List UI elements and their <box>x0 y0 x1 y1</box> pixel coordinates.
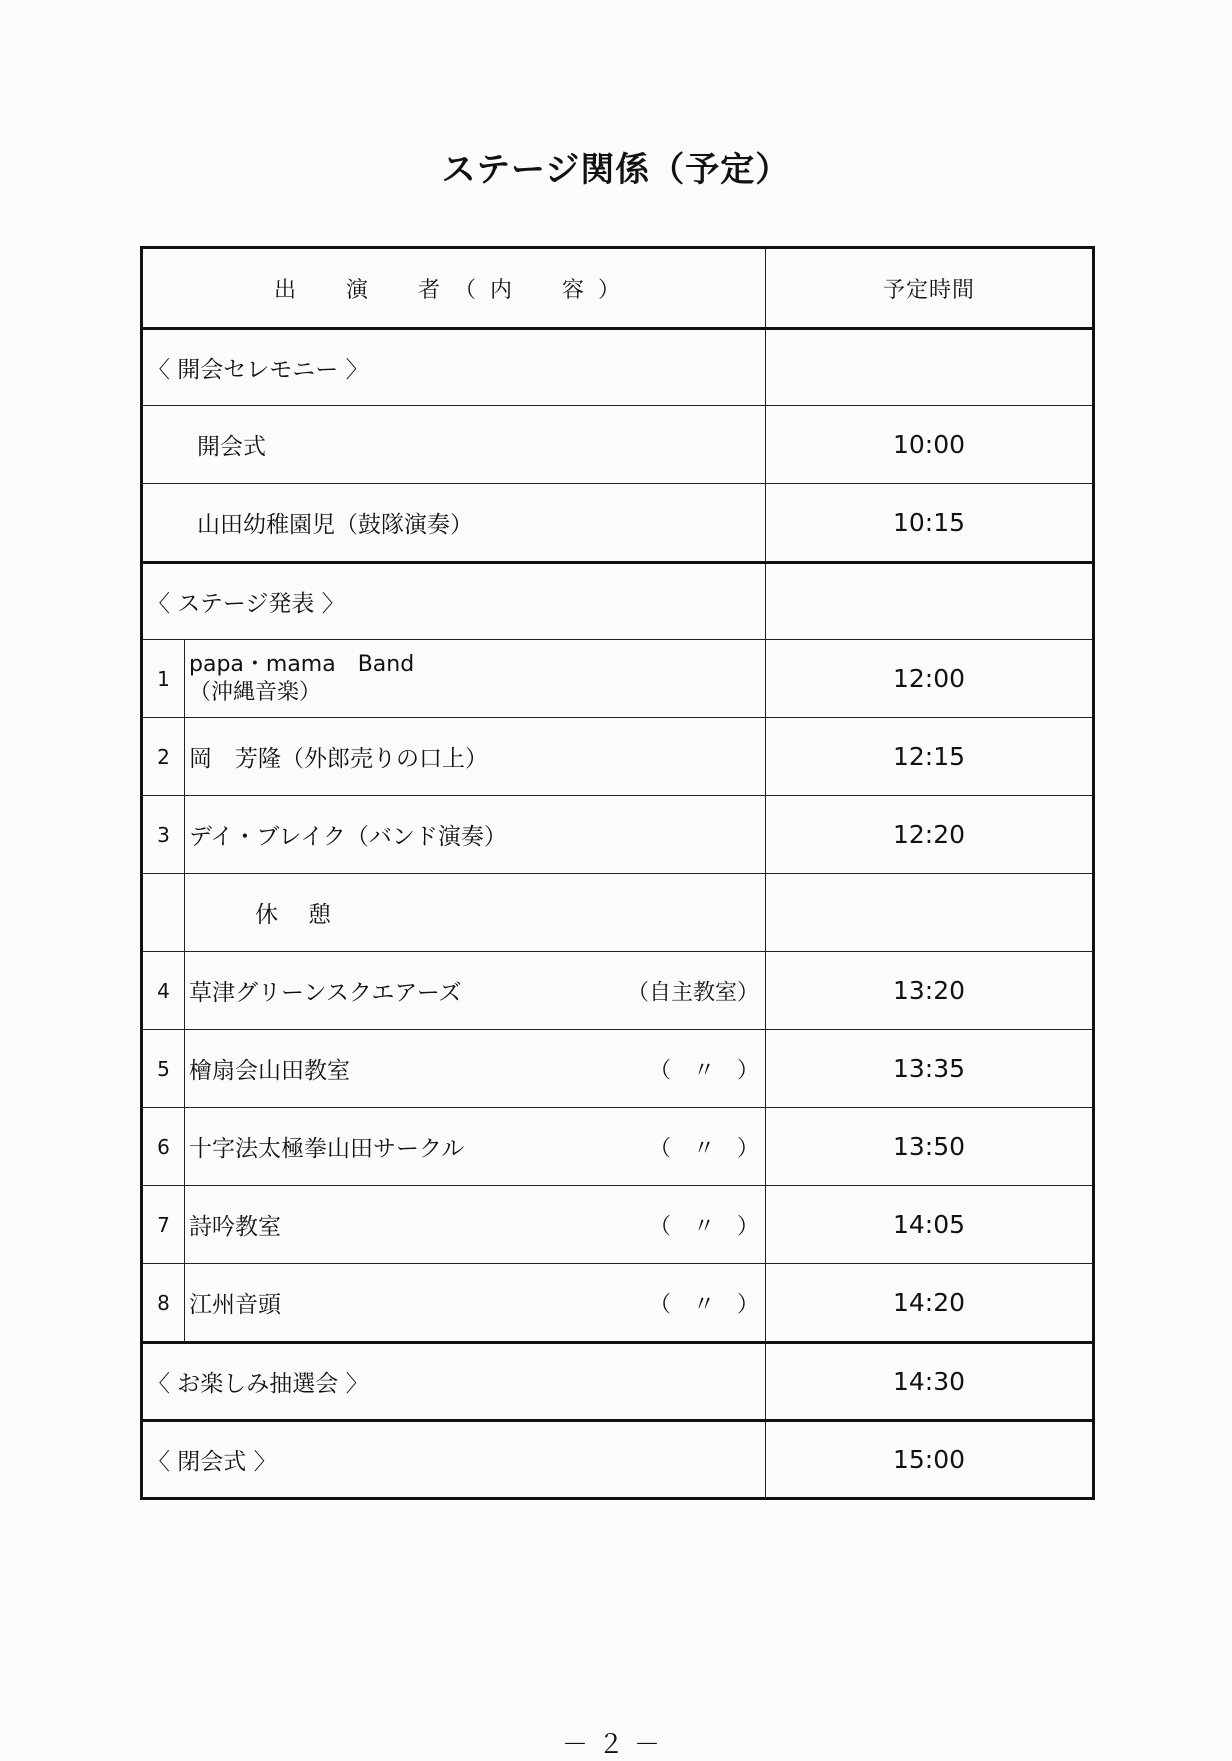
item-name: 檜扇会山田教室 <box>189 1058 350 1084</box>
item-name: 開会式 <box>143 406 766 483</box>
table-row <box>143 1107 1092 1185</box>
time-cell: 12:15 <box>892 742 966 771</box>
table-row <box>143 1185 1092 1263</box>
time-cell: 14:20 <box>892 1288 966 1317</box>
table-row <box>143 717 1092 795</box>
section-label: 〈 開会セレモニー 〉 <box>143 330 766 405</box>
table-row-break <box>143 873 1092 951</box>
time-cell <box>766 330 1092 405</box>
time-cell: 12:00 <box>892 664 966 693</box>
section-row-stage <box>143 561 1092 639</box>
item-name: 山田幼稚園児（鼓隊演奏） <box>143 484 766 561</box>
table-row <box>143 795 1092 873</box>
section-row-lottery <box>143 1341 1092 1419</box>
page-number: －２－ <box>561 1730 670 1760</box>
item-number: 2 <box>143 718 185 795</box>
item-note: （ 〃 ） <box>648 1136 759 1161</box>
time-cell: 13:20 <box>892 976 966 1005</box>
item-number: 8 <box>143 1264 185 1341</box>
time-cell: 13:50 <box>892 1132 966 1161</box>
item-number: 5 <box>143 1030 185 1107</box>
item-name: 十字法太極拳山田サークル <box>189 1136 465 1162</box>
table-row <box>143 951 1092 1029</box>
table-row <box>143 405 1092 483</box>
item-number: 7 <box>143 1186 185 1263</box>
time-cell: 13:35 <box>892 1054 966 1083</box>
time-cell: 12:20 <box>892 820 966 849</box>
item-name-line2: （沖縄音楽） <box>189 679 322 705</box>
item-number: 3 <box>143 796 185 873</box>
item-note: （ 〃 ） <box>648 1058 759 1083</box>
section-row-opening-ceremony <box>143 327 1092 405</box>
time-header: 予定時間 <box>882 277 975 303</box>
item-number: 4 <box>143 952 185 1029</box>
item-name: デイ・ブレイク（バンド演奏） <box>189 824 507 850</box>
table-row <box>143 1263 1092 1341</box>
item-name-line1: papa・mama Band <box>189 651 415 677</box>
table-row <box>143 1029 1092 1107</box>
item-number: 1 <box>143 640 185 717</box>
section-row-closing <box>143 1419 1092 1497</box>
section-label: 〈 閉会式 〉 <box>143 1422 766 1497</box>
item-name: 休憩 <box>255 902 361 928</box>
time-cell: 10:00 <box>892 430 966 459</box>
schedule-table <box>140 246 1095 1500</box>
item-note: （ 〃 ） <box>648 1214 759 1239</box>
time-cell: 15:00 <box>892 1445 966 1474</box>
item-note: （ 〃 ） <box>648 1292 759 1317</box>
item-name <box>185 651 765 707</box>
time-cell: 14:05 <box>892 1210 966 1239</box>
item-name: 岡 芳隆（外郎売りの口上） <box>189 746 488 772</box>
item-name: 詩吟教室 <box>189 1214 281 1240</box>
page-title: ステージ関係（予定） <box>441 150 791 190</box>
item-name: 草津グリーンスクエアーズ <box>189 980 462 1006</box>
time-cell: 10:15 <box>892 508 966 537</box>
table-row <box>143 639 1092 717</box>
section-label: 〈 ステージ発表 〉 <box>143 564 766 639</box>
time-cell <box>766 874 1092 951</box>
table-row <box>143 483 1092 561</box>
time-cell: 14:30 <box>892 1367 966 1396</box>
performer-header: 出 演 者（内 容） <box>143 249 766 327</box>
item-note: （自主教室） <box>626 980 759 1005</box>
item-name: 江州音頭 <box>189 1292 281 1318</box>
item-number: 6 <box>143 1108 185 1185</box>
section-label: 〈 お楽しみ抽選会 〉 <box>143 1344 766 1419</box>
table-header-row <box>143 249 1092 327</box>
item-number <box>143 874 185 951</box>
time-cell <box>766 564 1092 639</box>
